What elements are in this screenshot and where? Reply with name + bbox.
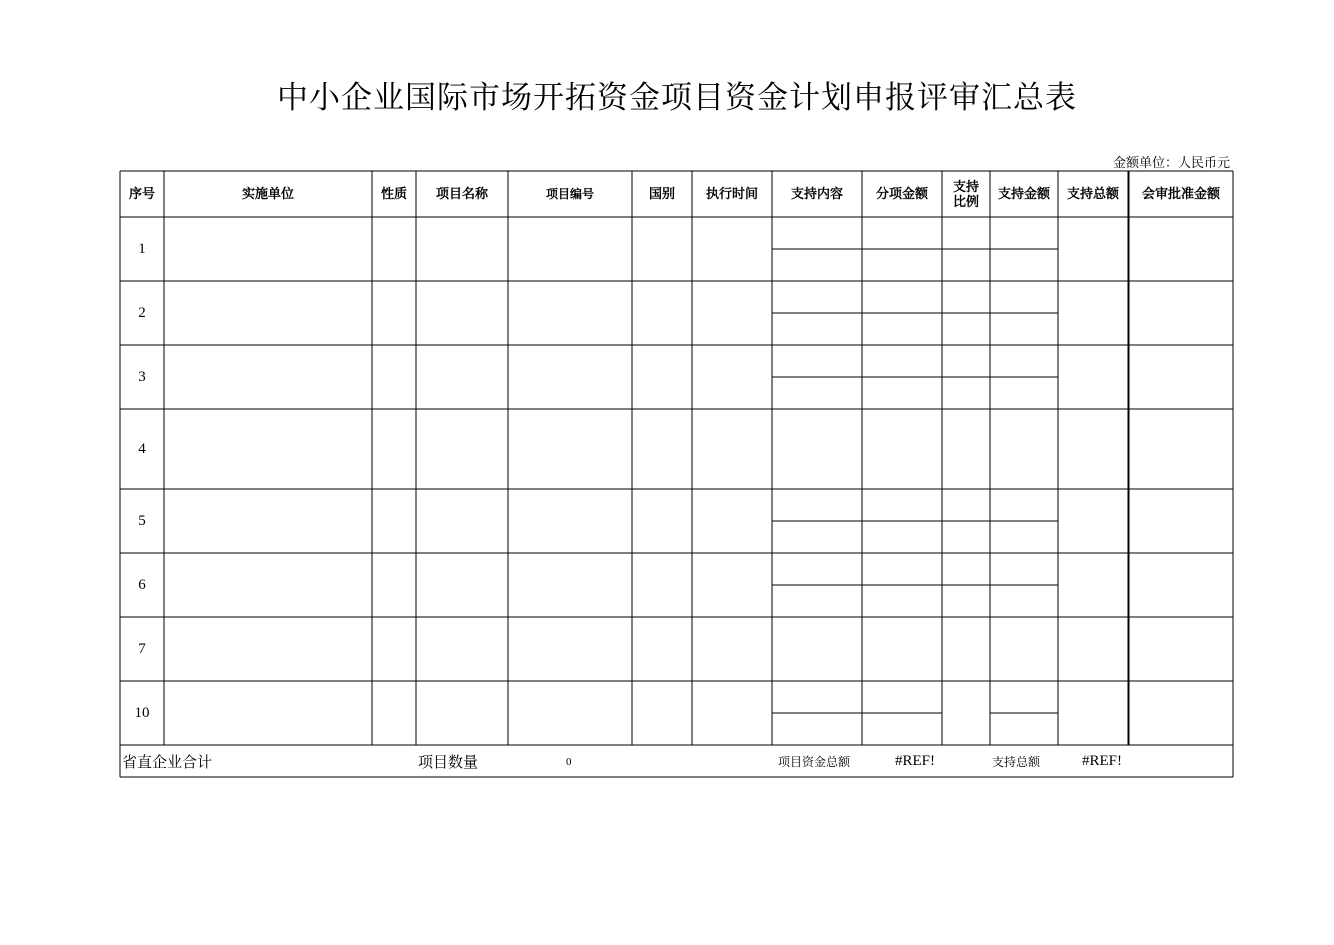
header-approved-amount: 会审批准金额 <box>1141 187 1220 202</box>
header-exec-time: 执行时间 <box>705 187 758 202</box>
row-number: 5 <box>138 513 146 529</box>
row-number: 4 <box>138 441 146 457</box>
footer-label: 省直企业合计 <box>122 753 213 771</box>
header-project-code: 项目编号 <box>545 187 594 201</box>
footer-fund-total-value: #REF! <box>895 753 936 769</box>
footer-support-total-label: 支持总额 <box>992 755 1041 769</box>
header-support-total: 支持总额 <box>1066 187 1119 202</box>
header-support-amount: 支持金额 <box>997 187 1050 202</box>
header-seq: 序号 <box>128 187 155 202</box>
header-country: 国别 <box>648 187 675 202</box>
header-sub-amount: 分项金额 <box>875 187 928 202</box>
footer-support-total-value: #REF! <box>1082 753 1123 769</box>
row-number: 10 <box>134 705 150 721</box>
row-number: 2 <box>138 305 146 321</box>
header-nature: 性质 <box>380 187 407 202</box>
footer-project-count-value: 0 <box>566 755 572 768</box>
row-number: 6 <box>138 577 146 593</box>
header-support-content: 支持内容 <box>790 187 843 202</box>
page-title: 中小企业国际市场开拓资金项目资金计划申报评审汇总表 <box>277 80 1077 116</box>
row-number: 1 <box>138 241 146 257</box>
header-support-ratio-line2: 比例 <box>952 194 979 210</box>
header-org: 实施单位 <box>241 187 294 202</box>
currency-unit-label: 金额单位：人民币元 <box>1112 156 1230 171</box>
header-support-ratio-line1: 支持 <box>952 179 979 195</box>
header-project-name: 项目名称 <box>435 187 488 202</box>
row-number: 7 <box>138 641 146 657</box>
footer-fund-total-label: 项目资金总额 <box>778 755 851 769</box>
header-support-ratio <box>942 172 990 217</box>
row-number: 3 <box>138 369 146 385</box>
footer-project-count-label: 项目数量 <box>418 753 479 771</box>
